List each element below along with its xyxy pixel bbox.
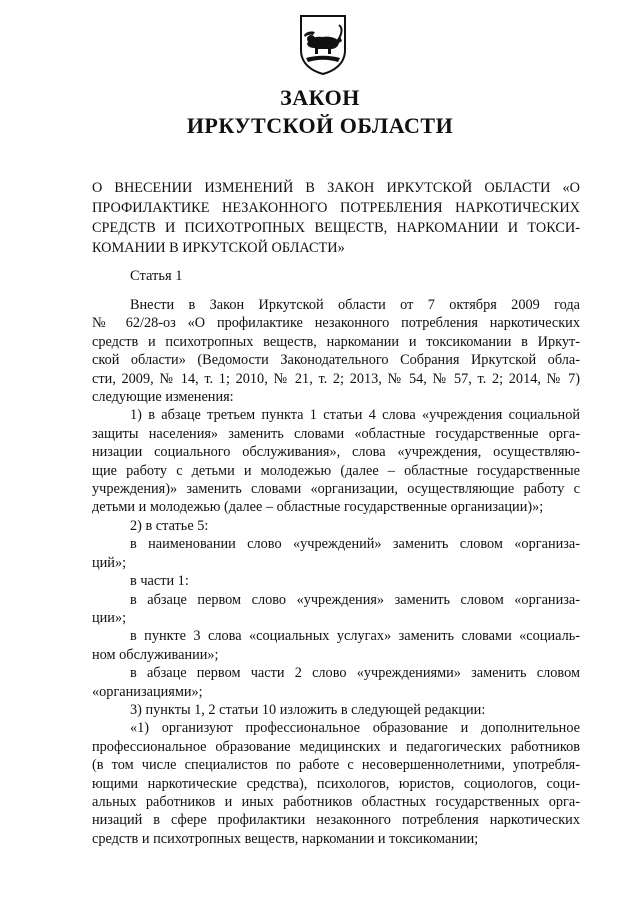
- body-line: ций»;: [92, 554, 127, 571]
- body-line: щие работу с детьми и молодежью (далее – областные государственные: [92, 462, 580, 479]
- body-line: сти, 2009, № 14, т. 1; 2010, № 21, т. 2; 2013, № 54, № 57, т. 2; 2014, № 7): [92, 370, 580, 387]
- body-line: № 62/28-оз «О профилактике незаконного потребления наркотических: [92, 315, 580, 332]
- body-line: детьми и молодежью (далее – областные государственные организации)»;: [92, 499, 544, 516]
- subject-line: СРЕДСТВ И ПСИХОТРОПНЫХ ВЕЩЕСТВ, НАРКОМАНИИ И ТОКСИ-: [92, 220, 580, 236]
- coat-of-arms-icon: [298, 14, 348, 76]
- body-line: ской области» (Ведомости Законодательного Собрания Иркутской обла-: [92, 352, 580, 369]
- body-line: альных работников и иных работников областных государственных орга-: [92, 793, 580, 810]
- body-line: «1) организуют профессиональное образование и дополнительное: [130, 720, 580, 737]
- law-region-title: ИРКУТСКОЙ ОБЛАСТИ: [186, 113, 454, 138]
- body-line: «организациями»;: [92, 683, 203, 700]
- subject-line: О ВНЕСЕНИИ ИЗМЕНЕНИЙ В ЗАКОН ИРКУТСКОЙ ОБЛАСТИ «О: [92, 180, 580, 196]
- body-line: ном обслуживании»;: [92, 646, 219, 663]
- body-line: учреждения)» заменить словами «организации, осуществляющие работу с: [92, 481, 580, 498]
- body-line: в абзаце первом части 2 слово «учреждениями» заменить словом: [130, 665, 580, 682]
- body-line: 3) пункты 1, 2 статьи 10 изложить в следующей редакции:: [130, 701, 486, 718]
- body-line: ции»;: [92, 609, 127, 626]
- body-line: в части 1:: [130, 573, 189, 590]
- law-subject: [92, 178, 580, 258]
- body-line: ющими наркотические средства), психологов, юристов, социологов, соци-: [92, 775, 580, 792]
- body-line: профессиональное образование медицинских и педагогических работников: [92, 738, 580, 755]
- body-line: защиты населения» заменить словами «областные государственные орга-: [92, 425, 580, 442]
- body-line: 1) в абзаце третьем пункта 1 статьи 4 слова «учреждения социальной: [130, 407, 580, 424]
- body-line: (в том числе специалистов по работе с несовершеннолетними, употребля-: [92, 757, 580, 774]
- body-line: средств и психотропных веществ, наркомании и токсикомании;: [92, 830, 479, 847]
- body-line: в наименовании слово «учреждений» заменить словом «организа-: [130, 536, 580, 553]
- body-line: Внести в Закон Иркутской области от 7 октября 2009 года: [130, 297, 580, 313]
- subject-line: КОМАНИИ В ИРКУТСКОЙ ОБЛАСТИ»: [92, 240, 345, 256]
- body-line: низаций в сфере профилактики незаконного потребления наркотических: [92, 812, 580, 829]
- body-line: в пункте 3 слова «социальных услугах» заменить словами «социаль-: [130, 628, 580, 645]
- subject-line: ПРОФИЛАКТИКЕ НЕЗАКОННОГО ПОТРЕБЛЕНИЯ НАРКОТИЧЕСКИХ: [92, 200, 580, 216]
- body-line: 2) в статье 5:: [130, 517, 209, 534]
- body-line: средств и психотропных веществ, наркомании и токсикомании в Иркут-: [92, 333, 580, 350]
- article-heading: Статья 1: [130, 268, 183, 284]
- body-line: следующие изменения:: [92, 389, 234, 406]
- article-body: [92, 296, 580, 848]
- body-line: в абзаце первом слово «учреждения» заменить словом «организа-: [130, 591, 580, 608]
- law-title: ЗАКОН: [280, 85, 360, 110]
- body-line: низации социального обслуживания», слова «учреждения, осуществляю-: [92, 444, 580, 461]
